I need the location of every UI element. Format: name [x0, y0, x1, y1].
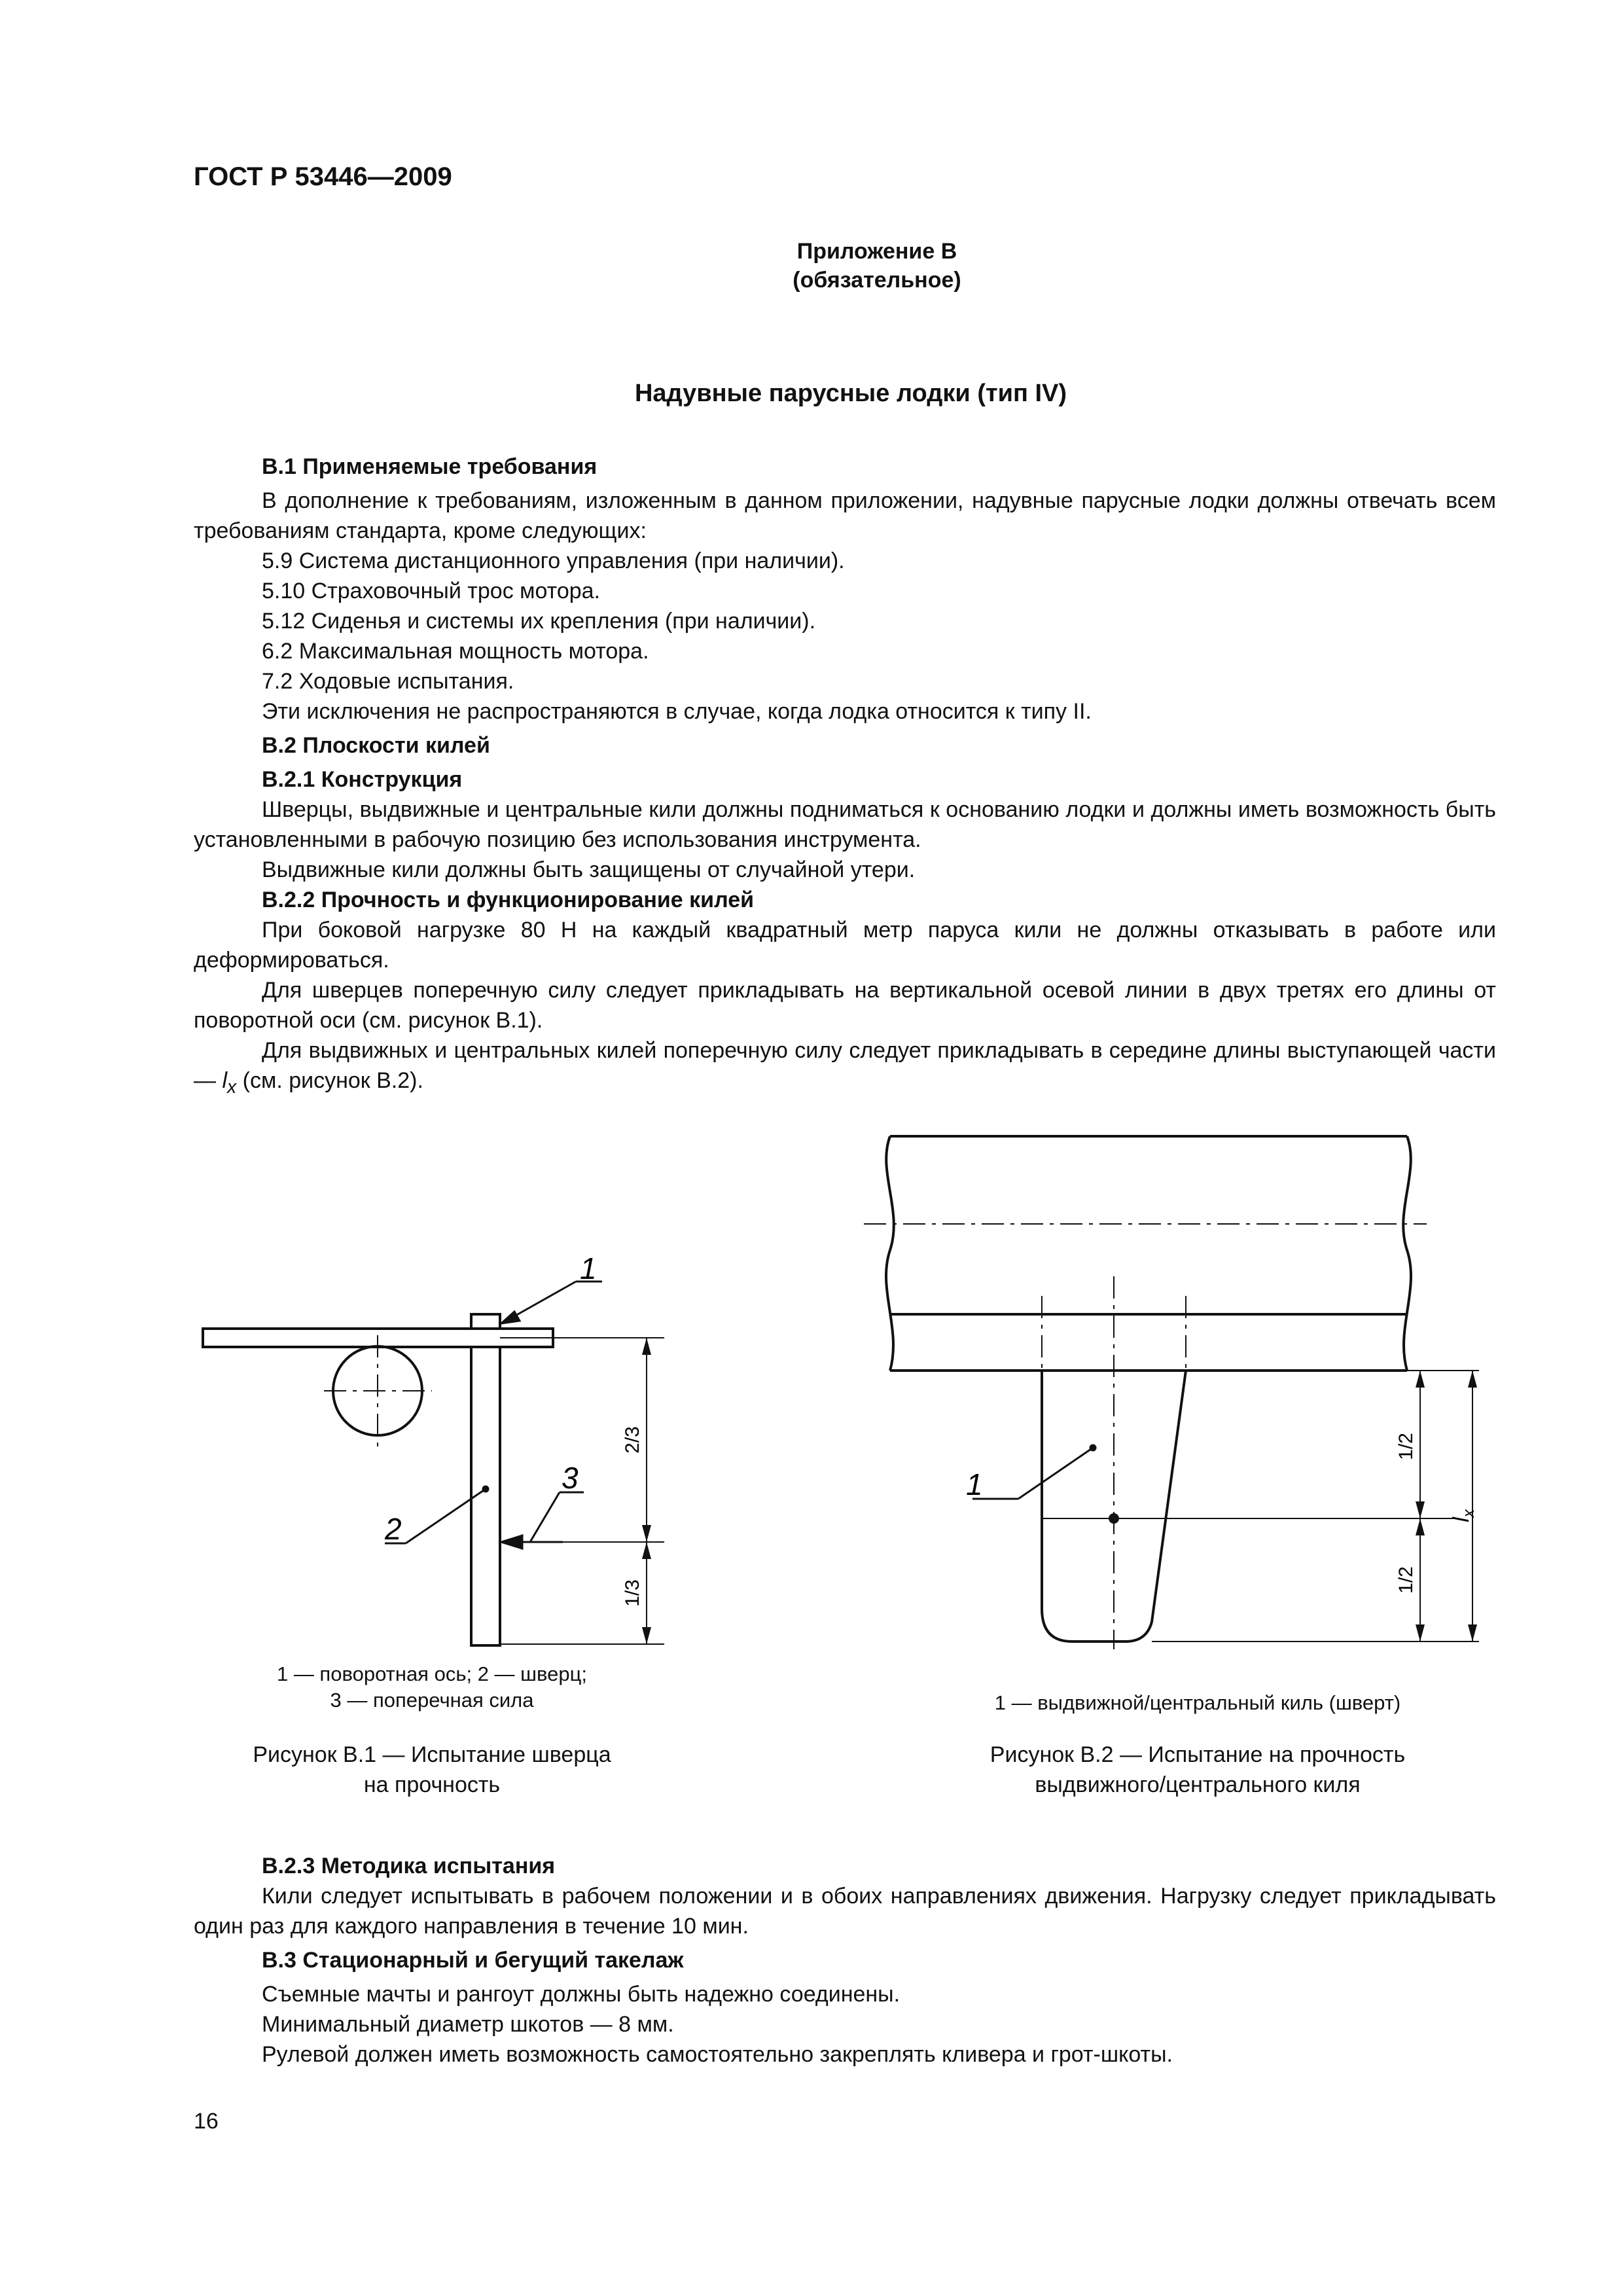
section-b21-paragraph: Выдвижные кили должны быть защищены от случайной утери.: [262, 857, 916, 882]
fig2-dim-half-lower: 1/2: [1395, 1566, 1417, 1594]
section-b23-paragraph: Кили следует испытывать в рабочем положении и в обоих направлениях движения. Нагрузку следует прикладывать один раз для каждого направления в течение 10 мин.: [194, 1884, 1496, 1939]
exception-item: 6.2 Максимальная мощность мотора.: [262, 639, 649, 664]
section-b3-paragraph: Съемные мачты и рангоут должны быть надежно соединены.: [262, 1982, 901, 2007]
section-b22-paragraph: Для шверцев поперечную силу следует прикладывать на вертикальной осевой линии в двух третях его длины от поворотной оси (см. рисунок В.1).: [194, 978, 1496, 1033]
fig1-label-1: 1: [580, 1251, 597, 1285]
figure-b1-legend: 1 — поворотная ось; 2 — шверц; 3 — поперечная сила: [276, 1662, 588, 1712]
annex-heading: [707, 237, 1047, 295]
section-b23-heading: В.2.3 Методика испытания: [262, 1854, 556, 1878]
section-b2-heading: В.2 Плоскости килей: [262, 733, 490, 758]
section-b1-note: Эти исключения не распространяются в случае, когда лодка относится к типу II.: [262, 699, 1092, 724]
figure-b2-caption: Рисунок В.2 — Испытание на прочность выдвижного/центрального киля: [990, 1742, 1406, 1797]
document-code: ГОСТ Р 53446—2009: [194, 162, 452, 191]
fig1-label-3: 3: [562, 1461, 579, 1495]
annex-title: Приложение В: [796, 239, 957, 264]
figure-b2-legend: 1 — выдвижной/центральный киль (шверт): [994, 1691, 1401, 1714]
section-b3-paragraph: Минимальный диаметр шкотов — 8 мм.: [262, 2012, 674, 2037]
section-b3-paragraph: Рулевой должен иметь возможность самостоятельно закреплять кливера и грот-шкоты.: [262, 2042, 1173, 2067]
hull-break-left: [886, 1136, 894, 1371]
fig1-dim-two-thirds: 2/3: [622, 1426, 643, 1454]
section-b3-heading: В.3 Стационарный и бегущий такелаж: [262, 1948, 684, 1973]
section-b21-heading: В.2.1 Конструкция: [262, 767, 463, 792]
exception-item: 5.10 Страховочный трос мотора.: [262, 579, 601, 603]
figure-b1-drawing: [183, 1230, 694, 1649]
fig1-dim-one-third: 1/3: [622, 1579, 643, 1607]
exception-item: 5.12 Сиденья и системы их крепления (при наличии).: [262, 609, 816, 634]
annex-status: (обязательное): [793, 268, 961, 293]
hull-break-right: [1403, 1136, 1411, 1371]
section-b22-paragraph: При боковой нагрузке 80 Н на каждый квадратный метр паруса кили не должны отказывать в работе или деформироваться.: [194, 918, 1496, 973]
lower-text-block: [194, 1851, 1496, 2070]
section-b1-heading: В.1 Применяемые требования: [262, 454, 597, 479]
length-symbol: l: [222, 1068, 228, 1093]
section-b1-intro: В дополнение к требованиям, изложенным в данном приложении, надувные парусные лодки должны отвечать всем требованиям стандарта, кроме следующих:: [194, 488, 1496, 543]
pivot-cap-shape: [471, 1314, 500, 1329]
figure-b1-caption: Рисунок В.1 — Испытание шверца на прочность: [253, 1742, 611, 1797]
fig2-dim-half-upper: 1/2: [1395, 1433, 1417, 1460]
fig2-dim-lx: $l_x$: [1449, 1509, 1478, 1522]
fig1-label-2: 2: [385, 1512, 402, 1546]
figure-b2-drawing: [851, 1113, 1518, 1669]
exception-item: 5.9 Система дистанционного управления (при наличии).: [262, 548, 845, 573]
section-b21-paragraph: Шверцы, выдвижные и центральные кили должны подниматься к основанию лодки и должны иметь возможность быть установленными в рабочую позицию без использования инструмента.: [194, 797, 1496, 852]
section-b22-heading: В.2.2 Прочность и функционирование килей: [262, 888, 755, 912]
section-b22-paragraph: Для выдвижных и центральных килей поперечную силу следует прикладывать в середине длины выступающей части — $l_x$ (см. рисунок В.2).: [194, 1038, 1496, 1098]
page-number: 16: [194, 2109, 219, 2134]
main-title: Надувные парусные лодки (тип IV): [634, 380, 1067, 407]
upper-text-block: [194, 452, 1496, 1102]
fig2-label-1: 1: [966, 1467, 983, 1501]
exception-item: 7.2 Ходовые испытания.: [262, 669, 514, 694]
